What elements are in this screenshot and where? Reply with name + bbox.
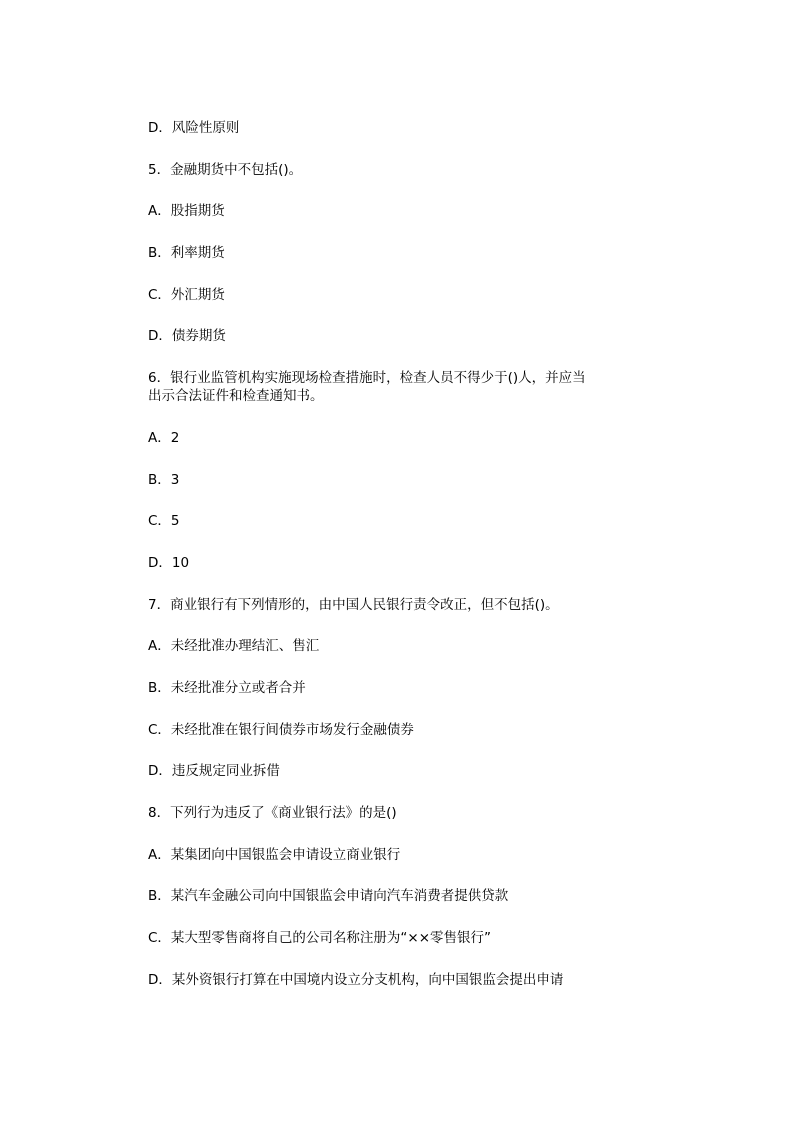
question-text: 7．商业银行有下列情形的，由中国人民银行责令改正，但不包括()。 [148,596,559,613]
answer-option: D．风险性原则 [148,120,240,136]
answer-option: A．股指期货 [148,203,225,220]
answer-option: A．2 [148,429,180,446]
answer-option: C．某大型零售商将自己的公司名称注册为“××零售银行” [148,930,492,947]
answer-option: C．外汇期货 [148,286,225,303]
answer-option: D．违反规定同业拆借 [148,763,280,780]
document-body [148,119,598,1012]
answer-option: B．3 [148,471,180,488]
answer-option: D．10 [148,554,190,571]
answer-option: C．5 [148,513,180,530]
question-text: 5．金融期货中不包括()。 [148,161,303,178]
answer-option: B．未经批准分立或者合并 [148,679,306,696]
answer-option: A．某集团向中国银监会申请设立商业银行 [148,846,401,863]
answer-option: C．未经批准在银行间债券市场发行金融债券 [148,721,414,738]
answer-option: B．某汽车金融公司向中国银监会申请向汽车消费者提供贷款 [148,888,509,905]
answer-option: B．利率期货 [148,245,225,262]
answer-option: A．未经批准办理结汇、售汇 [148,638,320,655]
answer-option: D．债券期货 [148,328,226,345]
question-text: 8．下列行为违反了《商业银行法》的是() [148,805,397,821]
answer-option: D．某外资银行打算在中国境内设立分支机构，向中国银监会提出申请 [148,971,564,988]
question-text: 6．银行业监管机构实施现场检查措施时，检查人员不得少于()人，并应当出示合法证件和检查通知书。 [148,370,586,405]
